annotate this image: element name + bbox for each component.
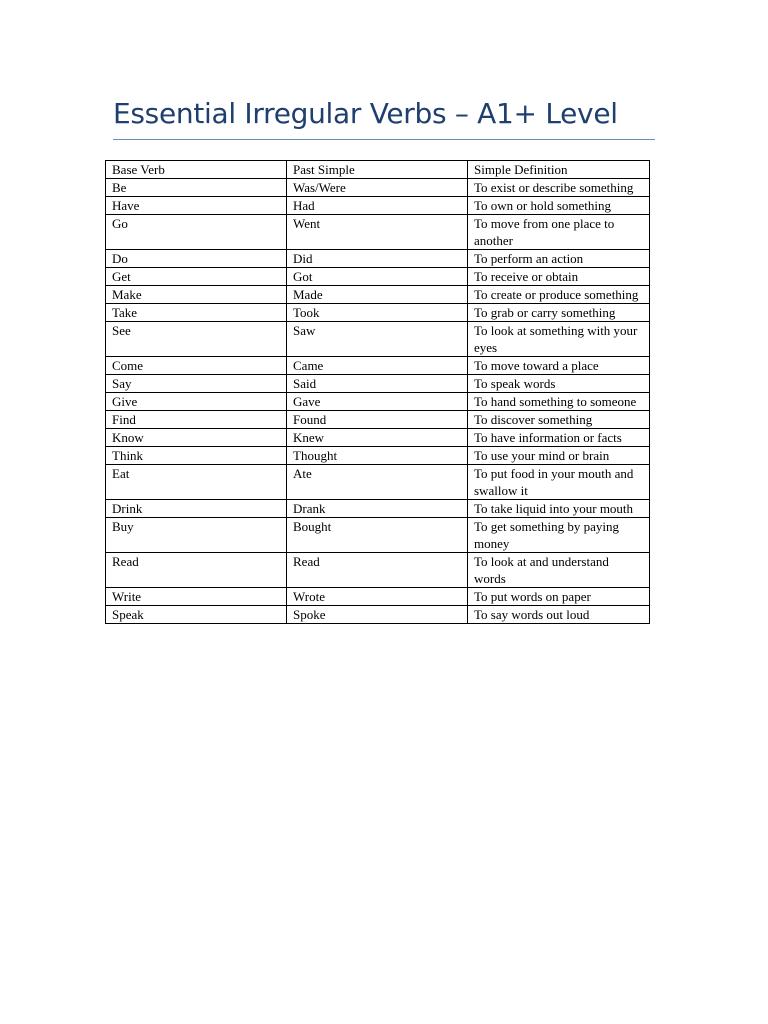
cell-past-simple: Spoke xyxy=(287,606,468,624)
cell-definition: To perform an action xyxy=(468,250,650,268)
cell-past-simple: Was/Were xyxy=(287,179,468,197)
table-row xyxy=(106,606,650,624)
cell-past-simple: Bought xyxy=(287,518,468,553)
title-underline xyxy=(113,139,655,140)
cell-definition: To receive or obtain xyxy=(468,268,650,286)
cell-past-simple: Said xyxy=(287,375,468,393)
cell-definition: To get something by paying money xyxy=(468,518,650,553)
cell-definition: To hand something to someone xyxy=(468,393,650,411)
table-row xyxy=(106,357,650,375)
cell-base-verb: Be xyxy=(106,179,287,197)
table-row xyxy=(106,197,650,215)
table-row xyxy=(106,500,650,518)
cell-past-simple: Thought xyxy=(287,447,468,465)
irregular-verbs-table xyxy=(105,160,650,624)
cell-past-simple: Went xyxy=(287,215,468,250)
table-row xyxy=(106,215,650,250)
table-row xyxy=(106,179,650,197)
cell-base-verb: Speak xyxy=(106,606,287,624)
table-row xyxy=(106,268,650,286)
cell-definition: To exist or describe something xyxy=(468,179,650,197)
cell-base-verb: Read xyxy=(106,553,287,588)
cell-base-verb: Eat xyxy=(106,465,287,500)
cell-definition: To create or produce something xyxy=(468,286,650,304)
cell-base-verb: Know xyxy=(106,429,287,447)
cell-base-verb: Find xyxy=(106,411,287,429)
cell-base-verb: Think xyxy=(106,447,287,465)
cell-base-verb: Buy xyxy=(106,518,287,553)
table-row xyxy=(106,375,650,393)
cell-past-simple: Had xyxy=(287,197,468,215)
cell-past-simple: Read xyxy=(287,553,468,588)
cell-definition: To grab or carry something xyxy=(468,304,650,322)
cell-past-simple: Got xyxy=(287,268,468,286)
cell-past-simple: Did xyxy=(287,250,468,268)
table-row xyxy=(106,250,650,268)
cell-base-verb: Take xyxy=(106,304,287,322)
cell-definition: To put food in your mouth and swallow it xyxy=(468,465,650,500)
cell-past-simple: Gave xyxy=(287,393,468,411)
header-past-simple: Past Simple xyxy=(287,161,468,179)
cell-definition: To discover something xyxy=(468,411,650,429)
table-row xyxy=(106,518,650,553)
cell-past-simple: Came xyxy=(287,357,468,375)
table-row xyxy=(106,465,650,500)
header-simple-definition: Simple Definition xyxy=(468,161,650,179)
cell-past-simple: Wrote xyxy=(287,588,468,606)
cell-definition: To have information or facts xyxy=(468,429,650,447)
table-row xyxy=(106,304,650,322)
cell-definition: To speak words xyxy=(468,375,650,393)
table-body xyxy=(106,161,650,624)
cell-definition: To look at and understand words xyxy=(468,553,650,588)
table-row xyxy=(106,588,650,606)
document-title: Essential Irregular Verbs – A1+ Level xyxy=(113,97,618,130)
table-row xyxy=(106,429,650,447)
cell-base-verb: Have xyxy=(106,197,287,215)
cell-base-verb: Make xyxy=(106,286,287,304)
cell-base-verb: Do xyxy=(106,250,287,268)
table-row xyxy=(106,322,650,357)
header-base-verb: Base Verb xyxy=(106,161,287,179)
cell-base-verb: Say xyxy=(106,375,287,393)
table-row xyxy=(106,411,650,429)
cell-base-verb: Give xyxy=(106,393,287,411)
cell-definition: To put words on paper xyxy=(468,588,650,606)
table-row xyxy=(106,553,650,588)
table-row xyxy=(106,447,650,465)
cell-past-simple: Ate xyxy=(287,465,468,500)
cell-definition: To take liquid into your mouth xyxy=(468,500,650,518)
cell-past-simple: Found xyxy=(287,411,468,429)
cell-past-simple: Took xyxy=(287,304,468,322)
cell-definition: To look at something with your eyes xyxy=(468,322,650,357)
cell-past-simple: Made xyxy=(287,286,468,304)
cell-definition: To use your mind or brain xyxy=(468,447,650,465)
cell-past-simple: Knew xyxy=(287,429,468,447)
table-header-row xyxy=(106,161,650,179)
cell-definition: To say words out loud xyxy=(468,606,650,624)
cell-definition: To move toward a place xyxy=(468,357,650,375)
cell-base-verb: See xyxy=(106,322,287,357)
cell-definition: To move from one place to another xyxy=(468,215,650,250)
cell-past-simple: Drank xyxy=(287,500,468,518)
cell-base-verb: Drink xyxy=(106,500,287,518)
cell-base-verb: Write xyxy=(106,588,287,606)
cell-base-verb: Get xyxy=(106,268,287,286)
cell-base-verb: Come xyxy=(106,357,287,375)
cell-base-verb: Go xyxy=(106,215,287,250)
cell-definition: To own or hold something xyxy=(468,197,650,215)
table-row xyxy=(106,393,650,411)
table-row xyxy=(106,286,650,304)
cell-past-simple: Saw xyxy=(287,322,468,357)
